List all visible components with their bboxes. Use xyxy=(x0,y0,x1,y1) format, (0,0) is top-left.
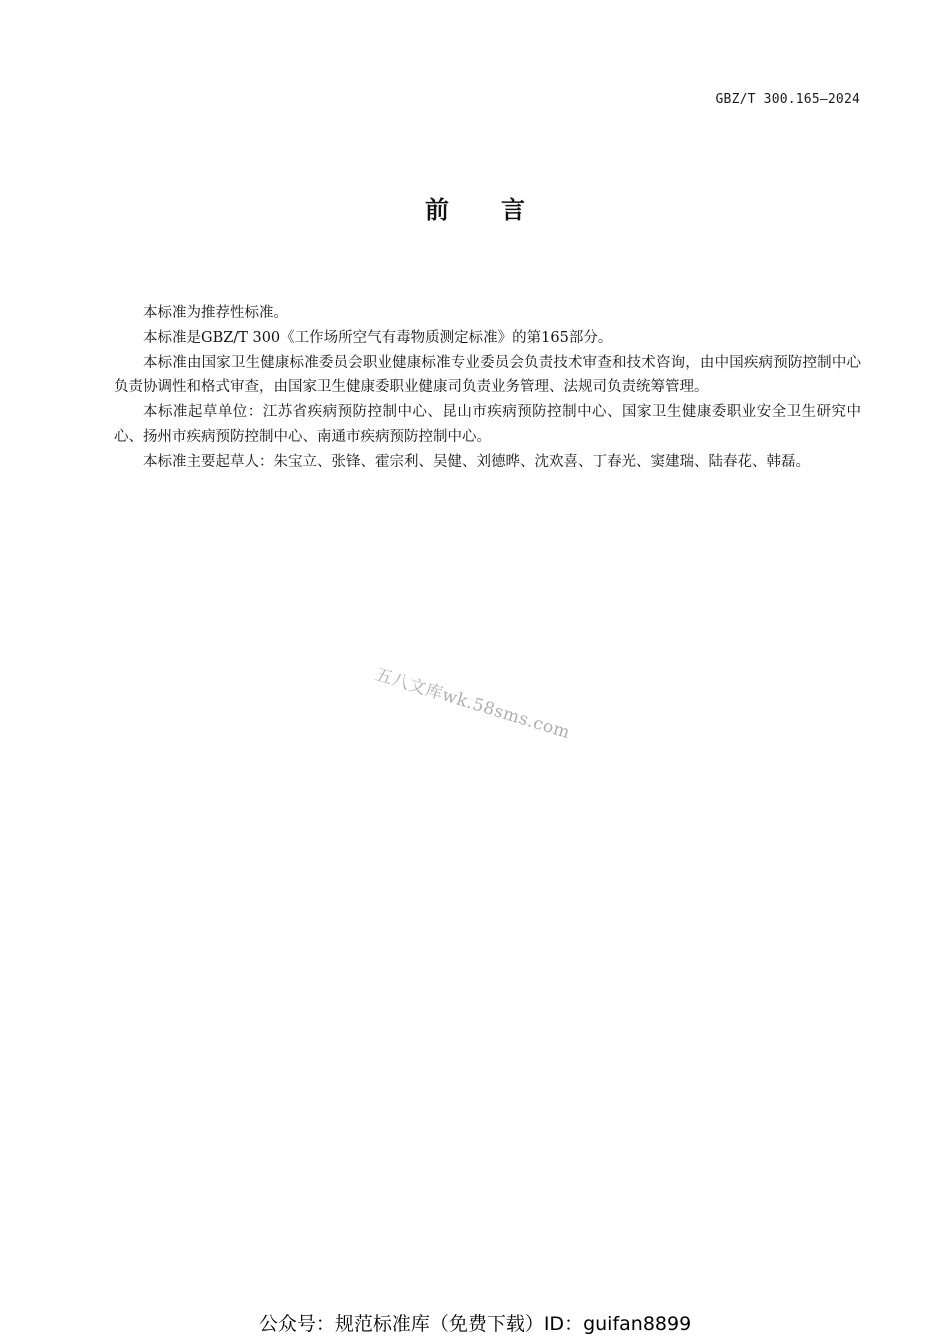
footer-note: 公众号：规范标准库（免费下载）ID：guifan8899 xyxy=(258,1313,692,1335)
paragraph-review-responsibility: 本标准由国家卫生健康标准委员会职业健康标准专业委员会负责技术审查和技术咨询，由中国疾病预防控制中心负责协调性和格式审查，由国家卫生健康委职业健康司负责业务管理、法规司负责统筹管理。 xyxy=(114,354,861,396)
paragraph-main-drafters: 本标准主要起草人：朱宝立、张锋、霍宗利、吴健、刘德晔、沈欢喜、丁春光、窦建瑞、陆春花、韩磊。 xyxy=(143,453,810,470)
paragraph-drafting-units: 本标准起草单位：江苏省疾病预防控制中心、昆山市疾病预防控制中心、国家卫生健康委职业安全卫生研究中心、扬州市疾病预防控制中心、南通市疾病预防控制中心。 xyxy=(114,404,861,445)
paragraph-part-of-series: 本标准是GBZ/T 300《工作场所空气有毒物质测定标准》的第165部分。 xyxy=(143,329,613,346)
foreword-body xyxy=(114,301,861,475)
page-title-char-1: 前 xyxy=(425,196,449,224)
watermark-text: 五八文库wk.58sms.com xyxy=(372,664,573,744)
page-title-char-2: 言 xyxy=(501,196,525,224)
page-title xyxy=(0,190,950,225)
paragraph-recommendation: 本标准为推荐性标准。 xyxy=(143,305,288,321)
standard-code: GBZ/T 300.165—2024 xyxy=(715,92,860,107)
